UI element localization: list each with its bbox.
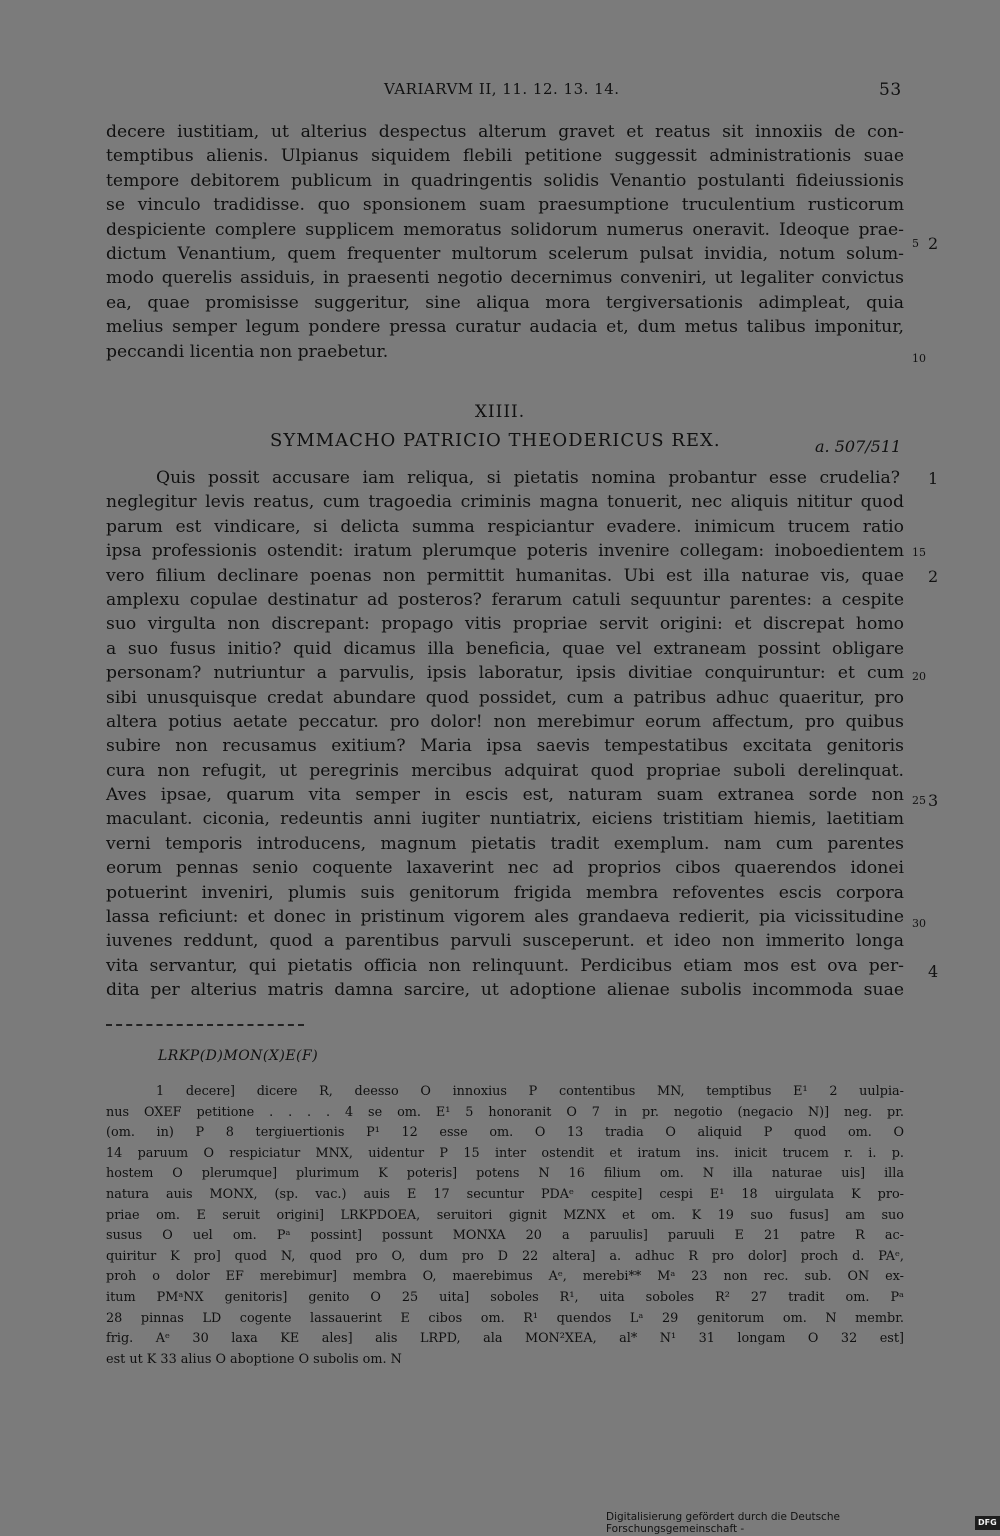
apparatus-line: natura auis MONX, (sp. vac.) auis E 17 secuntur PDAᵉ cespite] cespi E¹ 18 uirgulata K pro- bbox=[106, 1186, 904, 1202]
text-line: neglegitur levis reatus, cum tragoedia criminis magna tonuerit, nec aliquis nititur quod bbox=[106, 492, 904, 513]
line-number: 5 bbox=[912, 237, 919, 250]
dfg-logo: DFG bbox=[975, 1516, 1000, 1530]
text-line: eorum pennas senio coquente laxaverint nec ad proprios cibos quaerendos idonei bbox=[106, 858, 904, 879]
section-number-marker: 1 bbox=[928, 469, 939, 488]
text-line: a suo fusus initio? quid dicamus illa beneficia, quae vel extraneam possint obligare bbox=[106, 638, 904, 659]
letter-title: SYMMACHO PATRICIO THEODERICUS REX. bbox=[270, 430, 721, 451]
text-line: vita servantur, qui pietatis officia non relinquunt. Perdicibus etiam mos est ova per- bbox=[106, 955, 904, 976]
text-line: subire non recusamus exitium? Maria ipsa saevis tempestatibus excitata genitoris bbox=[106, 736, 904, 757]
line-number: 20 bbox=[912, 670, 926, 683]
letter-number: XIIII. bbox=[474, 402, 526, 422]
section-number-marker: 2 bbox=[928, 234, 939, 253]
text-line: ipsa professionis ostendit: iratum plerumque poteris invenire collegam: inoboedientem bbox=[106, 541, 904, 562]
text-line: melius semper legum pondere pressa curatur audacia et, dum metus talibus imponitur, bbox=[106, 317, 904, 338]
text-line: maculant. ciconia, redeuntis anni iugiter nuntiatrix, eiciens tristitiam hiemis, laetitiam bbox=[106, 809, 904, 830]
text-line: tempore debitorem publicum in quadringentis solidis Venantio postulanti fideiussionis bbox=[106, 170, 904, 191]
text-line: potuerint inveniri, plumis suis genitorum frigida membra refoventes escis corpora bbox=[106, 882, 904, 903]
text-line: suo virgulta non discrepant: propago vitis propriae servit origini: et discrepat homo bbox=[106, 614, 904, 635]
text-line: lassa reficiunt: et donec in pristinum vigorem ales grandaeva redierit, pia vicissitudine bbox=[106, 907, 904, 928]
running-title: VARIARVM II, 11. 12. 13. 14. bbox=[384, 80, 620, 98]
apparatus-line: hostem O plerumque] plurimum K poteris] potens N 16 filium om. N illa naturae uis] illa bbox=[106, 1166, 904, 1182]
text-line: personam? nutriuntur a parvulis, ipsis laboratur, ipsis divitiae conquiruntur: et cum bbox=[106, 663, 904, 684]
text-line: ea, quae promisisse suggeritur, sine aliqua mora tergiversationis adimpleat, quia bbox=[106, 292, 904, 313]
text-line: peccandi licentia non praebetur. bbox=[106, 341, 389, 362]
text-line: despiciente complere supplicem memoratus solidorum numerus oneravit. Ideoque prae- bbox=[106, 219, 904, 240]
text-line: cura non refugit, ut peregrinis mercibus adquirat quod propriae suboli derelinquat. bbox=[106, 760, 904, 781]
footnote-divider bbox=[106, 1024, 304, 1026]
apparatus-line: 1 decere] dicere R, deesso O innoxius P contentibus MN, temptibus E¹ 2 uulpia- bbox=[156, 1084, 904, 1099]
letter-date: a. 507/511 bbox=[815, 437, 902, 456]
section-number-marker: 2 bbox=[928, 567, 939, 586]
apparatus-line: itum PMᵃNX genitoris] genito O 25 uita] soboles R¹, uita soboles R² 27 tradit om. Pᵃ bbox=[106, 1289, 904, 1305]
apparatus-line: 28 pinnas LD cogente lassauerint E cibos om. R¹ quendos Lᵃ 29 genitorum om. N membr. bbox=[106, 1310, 904, 1326]
page-number: 53 bbox=[879, 80, 902, 100]
text-line: modo querelis assiduis, in praesenti negotio decernimus conveniri, ut legaliter convictus bbox=[106, 268, 904, 289]
page-header bbox=[0, 80, 1000, 102]
text-line: Quis possit accusare iam reliqua, si pietatis nomina probantur esse crudelia? bbox=[156, 468, 900, 488]
text-line: dictum Venantium, quem frequenter multorum scelerum pulsat invidia, notum solum- bbox=[106, 243, 904, 264]
text-line: vero filium declinare poenas non permittit humanitas. Ubi est illa naturae vis, quae bbox=[106, 565, 904, 586]
line-number: 10 bbox=[912, 352, 926, 365]
text-line: iuvenes reddunt, quod a parentibus parvuli susceperunt. et ideo non immerito longa bbox=[106, 931, 904, 952]
text-line: sibi unusquisque credat abundare quod possidet, cum a patribus adhuc quaeritur, pro bbox=[106, 687, 904, 708]
manuscript-sigla: LRKP(D)MON(X)E(F) bbox=[158, 1048, 319, 1064]
text-line: temptibus alienis. Ulpianus siquidem flebili petitione suggessit administrationis suae bbox=[106, 146, 904, 167]
text-line: decere iustitiam, ut alterius despectus alterum gravet et reatus sit innoxiis de con- bbox=[106, 122, 904, 142]
continued-text-block bbox=[106, 120, 904, 364]
text-line: dita per alterius matris damna sarcire, ut adoptione alienae subolis incommoda suae bbox=[106, 980, 904, 1001]
apparatus-line: (om. in) P 8 tergiuertionis P¹ 12 esse om. O 13 tradia O aliquid P quod om. O bbox=[106, 1125, 904, 1141]
apparatus-line: quiritur K pro] quod N, quod pro O, dum pro D 22 altera] a. adhuc R pro dolor] proch d. PAᵉ, bbox=[106, 1248, 904, 1264]
digitization-credit bbox=[606, 1511, 1000, 1535]
text-line: altera potius aetate peccatur. pro dolor! non merebimur eorum affectum, pro quibus bbox=[106, 711, 904, 732]
section-number-marker: 3 bbox=[928, 791, 939, 810]
apparatus-line: nus OXEF petitione . . . . 4 se om. E¹ 5 honoranit O 7 in pr. negotio (negacio N)] neg. pr. bbox=[106, 1104, 904, 1120]
text-line: Aves ipsae, quarum vita semper in escis est, naturam suam extranea sorde non bbox=[106, 785, 904, 806]
text-line: amplexu copulae destinatur ad posteros? ferarum catuli sequuntur parentes: a cespite bbox=[106, 589, 904, 610]
letter-text-block bbox=[106, 466, 904, 1003]
credit-text: Digitalisierung gefördert durch die Deutsche Forschungsgemeinschaft - bbox=[606, 1511, 840, 1535]
apparatus-line: proh o dolor EF merebimur] membra O, maerebimus Aᵉ, merebi** Mᵃ 23 non rec. sub. ON ex- bbox=[106, 1269, 904, 1285]
line-number: 25 bbox=[912, 794, 926, 807]
text-line: se vinculo tradidisse. quo sponsionem suam praesumptione truculentium rusticorum bbox=[106, 195, 904, 216]
line-number: 15 bbox=[912, 546, 926, 559]
text-line: verni temporis introducens, magnum pietatis tradit exemplum. nam cum parentes bbox=[106, 833, 904, 854]
apparatus-line: priae om. E seruit origini] LRKPDOEA, seruitori gignit MZNX et om. K 19 suo fusus] am suo bbox=[106, 1207, 904, 1223]
text-line: parum est vindicare, si delicta summa respiciantur evadere. inimicum trucem ratio bbox=[106, 516, 904, 537]
apparatus-line: frig. Aᵉ 30 laxa KE ales] alis LRPD, ala MON²XEA, al* N¹ 31 longam O 32 est] bbox=[106, 1331, 904, 1347]
section-number-marker: 4 bbox=[928, 962, 939, 981]
apparatus-line: est ut K 33 alius O aboptione O subolis om. N bbox=[106, 1351, 402, 1367]
apparatus-line: 14 paruum O respiciatur MNX, uidentur P 15 inter ostendit et iratum ins. inicit trucem r. i. p. bbox=[106, 1145, 904, 1161]
critical-apparatus bbox=[106, 1082, 904, 1370]
line-number: 30 bbox=[912, 917, 926, 930]
apparatus-line: susus O uel om. Pᵃ possint] possunt MONXA 20 a paruulis] paruuli E 21 patre R ac- bbox=[106, 1228, 904, 1244]
